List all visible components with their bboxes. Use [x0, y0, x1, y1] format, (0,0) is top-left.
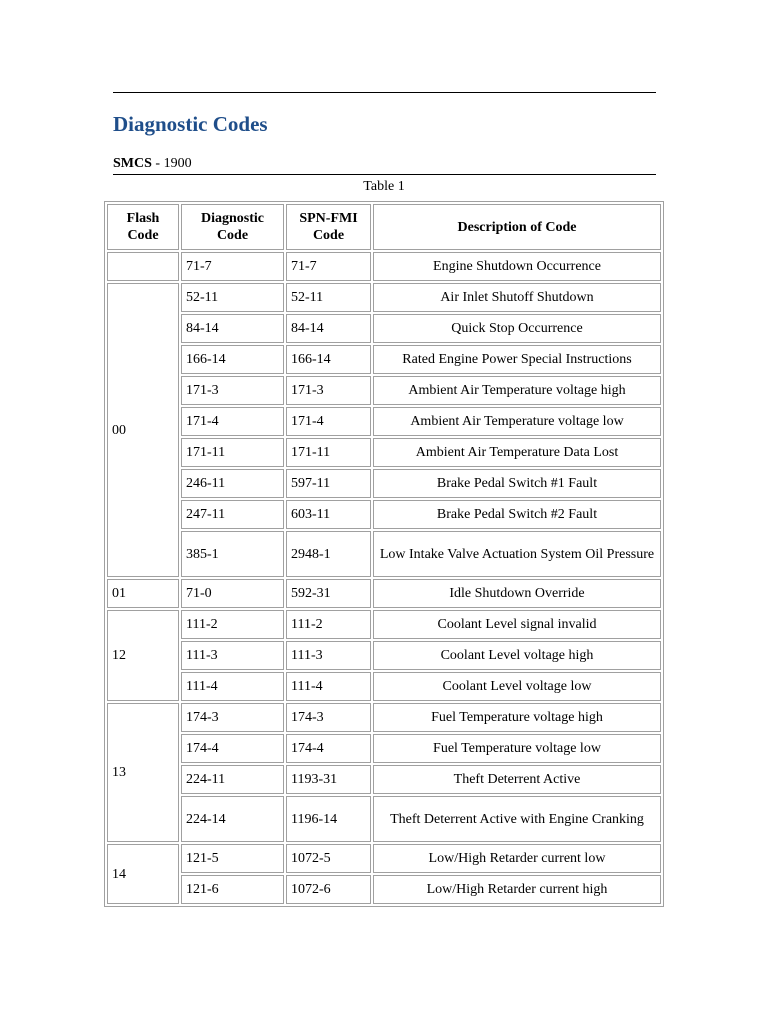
spn-fmi-code-cell: 71-7: [286, 252, 371, 281]
flash-code-cell: 01: [107, 579, 179, 608]
table-body: [107, 252, 661, 904]
diagnostic-codes-table-wrapper: [104, 201, 664, 907]
diagnostic-code-cell: 121-6: [181, 875, 284, 904]
spn-fmi-code-cell: 171-4: [286, 407, 371, 436]
diagnostic-code-cell: 71-7: [181, 252, 284, 281]
header-flash-code: Flash Code: [107, 204, 179, 250]
smcs-divider: [113, 174, 656, 175]
table-row: [107, 796, 661, 842]
diagnostic-code-cell: 224-11: [181, 765, 284, 794]
table-row: [107, 765, 661, 794]
spn-fmi-code-cell: 1072-5: [286, 844, 371, 873]
spn-fmi-code-cell: 111-4: [286, 672, 371, 701]
smcs-value: - 1900: [151, 156, 192, 171]
table-row: [107, 672, 661, 701]
diagnostic-code-cell: 111-2: [181, 610, 284, 639]
spn-fmi-code-cell: 171-3: [286, 376, 371, 405]
description-cell: Theft Deterrent Active with Engine Cranking: [373, 796, 661, 842]
flash-code-cell: 13: [107, 703, 179, 842]
header-description: Description of Code: [373, 204, 661, 250]
table-row: [107, 844, 661, 873]
description-cell: Air Inlet Shutoff Shutdown: [373, 283, 661, 312]
table-row: [107, 376, 661, 405]
spn-fmi-code-cell: 597-11: [286, 469, 371, 498]
diagnostic-code-cell: 385-1: [181, 531, 284, 577]
flash-code-cell: 12: [107, 610, 179, 701]
spn-fmi-code-cell: 1193-31: [286, 765, 371, 794]
diagnostic-code-cell: 111-4: [181, 672, 284, 701]
description-cell: Coolant Level voltage low: [373, 672, 661, 701]
diagnostic-codes-table: [104, 201, 664, 907]
header-diagnostic-code: Diagnostic Code: [181, 204, 284, 250]
description-cell: Brake Pedal Switch #2 Fault: [373, 500, 661, 529]
smcs-label: SMCS: [113, 156, 152, 171]
diagnostic-code-cell: 246-11: [181, 469, 284, 498]
spn-fmi-code-cell: 1072-6: [286, 875, 371, 904]
description-cell: Idle Shutdown Override: [373, 579, 661, 608]
table-row: [107, 252, 661, 281]
diagnostic-code-cell: 174-4: [181, 734, 284, 763]
table-row: [107, 703, 661, 732]
description-cell: Low/High Retarder current low: [373, 844, 661, 873]
header-row: [107, 204, 661, 250]
description-cell: Brake Pedal Switch #1 Fault: [373, 469, 661, 498]
diagnostic-code-cell: 224-14: [181, 796, 284, 842]
diagnostic-code-cell: 111-3: [181, 641, 284, 670]
page-title: Diagnostic Codes: [113, 112, 268, 136]
flash-code-cell: [107, 252, 179, 281]
table-row: [107, 641, 661, 670]
table-row: [107, 438, 661, 467]
spn-fmi-code-cell: 2948-1: [286, 531, 371, 577]
description-cell: Fuel Temperature voltage high: [373, 703, 661, 732]
description-cell: Ambient Air Temperature Data Lost: [373, 438, 661, 467]
spn-fmi-code-cell: 592-31: [286, 579, 371, 608]
diagnostic-code-cell: 71-0: [181, 579, 284, 608]
table-row: [107, 407, 661, 436]
table-caption: Table 1: [363, 179, 405, 194]
diagnostic-code-cell: 166-14: [181, 345, 284, 374]
description-cell: Engine Shutdown Occurrence: [373, 252, 661, 281]
table-row: [107, 610, 661, 639]
table-row: [107, 500, 661, 529]
table-row: [107, 875, 661, 904]
diagnostic-code-cell: 121-5: [181, 844, 284, 873]
description-cell: Coolant Level voltage high: [373, 641, 661, 670]
diagnostic-code-cell: 247-11: [181, 500, 284, 529]
spn-fmi-code-cell: 1196-14: [286, 796, 371, 842]
spn-fmi-code-cell: 166-14: [286, 345, 371, 374]
spn-fmi-code-cell: 603-11: [286, 500, 371, 529]
top-divider: [113, 92, 656, 93]
table-row: [107, 283, 661, 312]
table-row: [107, 734, 661, 763]
spn-fmi-code-cell: 171-11: [286, 438, 371, 467]
table-row: [107, 345, 661, 374]
table-row: [107, 469, 661, 498]
table-row: [107, 579, 661, 608]
description-cell: Ambient Air Temperature voltage low: [373, 407, 661, 436]
diagnostic-code-cell: 171-3: [181, 376, 284, 405]
diagnostic-code-cell: 52-11: [181, 283, 284, 312]
spn-fmi-code-cell: 174-3: [286, 703, 371, 732]
smcs-line: [113, 156, 192, 172]
spn-fmi-code-cell: 174-4: [286, 734, 371, 763]
table-row: [107, 531, 661, 577]
description-cell: Rated Engine Power Special Instructions: [373, 345, 661, 374]
description-cell: Low/High Retarder current high: [373, 875, 661, 904]
description-cell: Quick Stop Occurrence: [373, 314, 661, 343]
description-cell: Ambient Air Temperature voltage high: [373, 376, 661, 405]
table-row: [107, 314, 661, 343]
diagnostic-code-cell: 171-11: [181, 438, 284, 467]
diagnostic-code-cell: 174-3: [181, 703, 284, 732]
flash-code-cell: 00: [107, 283, 179, 577]
description-cell: Coolant Level signal invalid: [373, 610, 661, 639]
diagnostic-code-cell: 84-14: [181, 314, 284, 343]
diagnostic-code-cell: 171-4: [181, 407, 284, 436]
spn-fmi-code-cell: 111-3: [286, 641, 371, 670]
table-header: [107, 204, 661, 250]
description-cell: Fuel Temperature voltage low: [373, 734, 661, 763]
header-spn-fmi-code: SPN-FMI Code: [286, 204, 371, 250]
description-cell: Low Intake Valve Actuation System Oil Pressure: [373, 531, 661, 577]
description-cell: Theft Deterrent Active: [373, 765, 661, 794]
spn-fmi-code-cell: 84-14: [286, 314, 371, 343]
spn-fmi-code-cell: 52-11: [286, 283, 371, 312]
spn-fmi-code-cell: 111-2: [286, 610, 371, 639]
flash-code-cell: 14: [107, 844, 179, 904]
